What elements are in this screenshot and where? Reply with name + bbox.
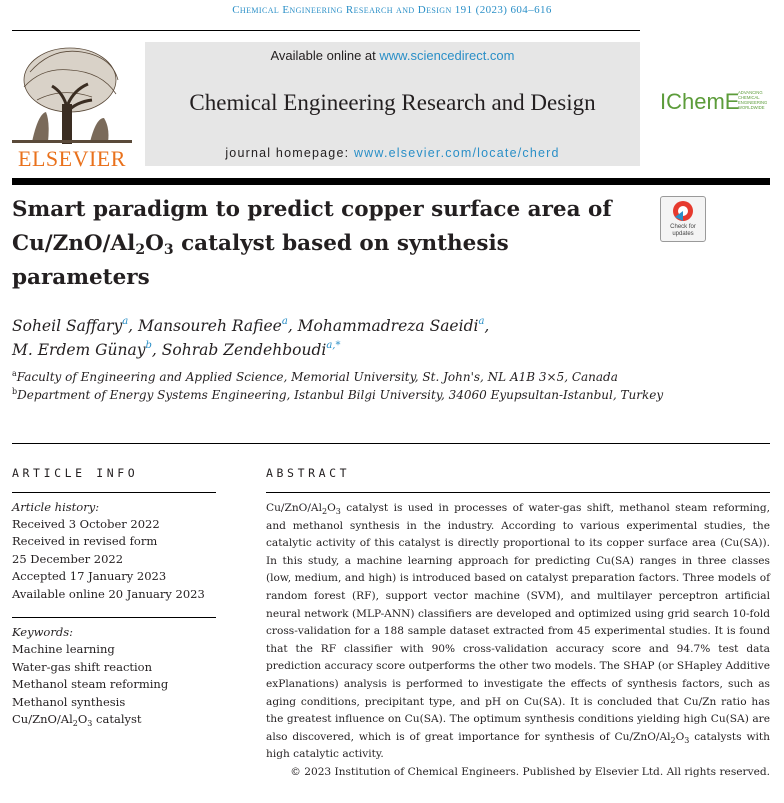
- keyword: Water-gas shift reaction: [12, 660, 153, 674]
- journal-reference: Chemical Engineering Research and Design 191 (2023) 604–616: [232, 4, 552, 16]
- keywords-label: Keywords:: [12, 625, 73, 639]
- history-received: Received 3 October 2022: [12, 517, 160, 531]
- icheme-tagline-3: ENGINEERING: [738, 100, 768, 105]
- icheme-logo: [660, 88, 772, 114]
- history-label: Article history:: [12, 500, 100, 514]
- author-list: Soheil Saffary$^a$, Mansoureh Rafiee$^a$, Mohammadreza Saeidi$^a$, M. Erdem Günay$^b$, Sohrab Zendehboudi$^{a,*}$: [12, 316, 490, 359]
- icheme-wordmark: IChemE: [660, 89, 740, 114]
- history-revised-date: 25 December 2022: [12, 552, 124, 566]
- copyright-line: © 2023 Institution of Chemical Engineers. Published by Elsevier Ltd. All rights reserved.: [290, 766, 770, 778]
- author-5[interactable]: Sohrab Zendehboudi$^{a,*}$: [161, 340, 341, 359]
- check-updates-label: Check for updates: [670, 224, 696, 237]
- abstract-text: $Cu/ZnO/Al_2O_3$ catalyst is used in processes of water-gas shift, methanol steam reforming, and methanol synthesis in the industry. According to various experimental studies, the catalytic activity of this catalyst is directly proportional to its copper surface area (Cu(SA)). In this study, a machine learning approach for predicting Cu(SA) ranges in three classes (low, medium, and high) is introduced based on catalyst preparation factors. Three models of random forest (RF), support vector machine (SVM), and multilayer perceptron artificial neural network (MLP-ANN) classifiers are developed and optimized using grid search 10-fold cross-validation for a 188 sample dataset extracted from 45 experimental studies. It is found that the RF classifier with 90% cross-validation accuracy score and 94.7% test data prediction accuracy score outperforms the other two models. The SHAP (or SHapley Additive exPlanations) analysis is performed to investigate the effects of synthesis factors, such as aging conditions, precipitant type, and pH on Cu(SA). It is concluded that Cu/Zn ratio has the greatest influence on Cu(SA). The optimum synthesis conditions yielding high Cu(SA) are also discovered, which is of great importance for synthesis of $Cu/ZnO/Al_2O_3$ catalysts with high catalytic activity.: [266, 502, 770, 761]
- abstract-heading: ABSTRACT: [266, 466, 351, 480]
- available-prefix: Available online at: [270, 48, 380, 63]
- header-thick-rule: [12, 178, 770, 185]
- keyword: $Cu/ZnO/Al_2O_3$ catalyst: [12, 712, 142, 728]
- history-accepted: Accepted 17 January 2023: [12, 569, 167, 583]
- keywords-rule: [12, 617, 216, 618]
- history-available: Available online 20 January 2023: [12, 587, 205, 601]
- keyword: Methanol steam reforming: [12, 677, 169, 691]
- article-info-rule: [12, 492, 216, 493]
- article-title: [12, 193, 642, 295]
- icheme-tagline-1: ADVANCING: [738, 90, 763, 95]
- icheme-tagline-2: CHEMICAL: [738, 95, 760, 100]
- author-1[interactable]: Soheil Saffary$^a$: [12, 316, 129, 335]
- homepage-prefix: journal homepage:: [225, 146, 354, 160]
- article-info-heading: ARTICLE INFO: [12, 466, 139, 480]
- author-4[interactable]: M. Erdem Günay$^b$: [12, 340, 152, 359]
- affiliation-a: $^a$Faculty of Engineering and Applied Science, Memorial University, St. John's, NL A1B 3×5, Canada: [12, 369, 618, 384]
- abstract-rule: [266, 492, 770, 493]
- history-revised: Received in revised form: [12, 534, 158, 548]
- journal-name: Chemical Engineering Research and Design: [189, 90, 596, 115]
- check-updates-icon: [661, 197, 705, 225]
- author-2[interactable]: Mansoureh Rafiee$^a$: [138, 316, 288, 335]
- title-line-2: $Cu/ZnO/Al_2O_3$ catalyst based on synthesis: [12, 231, 509, 258]
- affiliation-b: $^b$Department of Energy Systems Engineering, Istanbul Bilgi University, 34060 Eyupsultan-Istanbul, Turkey: [12, 387, 664, 402]
- icheme-tagline-4: WORLDWIDE: [738, 105, 765, 110]
- top-rule: [12, 30, 640, 31]
- keyword: Machine learning: [12, 642, 115, 656]
- author-3[interactable]: Mohammadreza Saeidi$^a$: [297, 316, 485, 335]
- journal-homepage: [145, 146, 640, 160]
- homepage-link[interactable]: www.elsevier.com/locate/cherd: [353, 146, 560, 160]
- available-online: [145, 48, 640, 63]
- keyword: Methanol synthesis: [12, 695, 126, 709]
- sciencedirect-link[interactable]: www.sciencedirect.com: [379, 48, 515, 63]
- elsevier-wordmark: ELSEVIER: [18, 146, 126, 171]
- title-line-3: parameters: [12, 265, 150, 290]
- title-line-1: Smart paradigm to predict copper surface area of: [12, 197, 612, 222]
- section-rule: [12, 443, 770, 444]
